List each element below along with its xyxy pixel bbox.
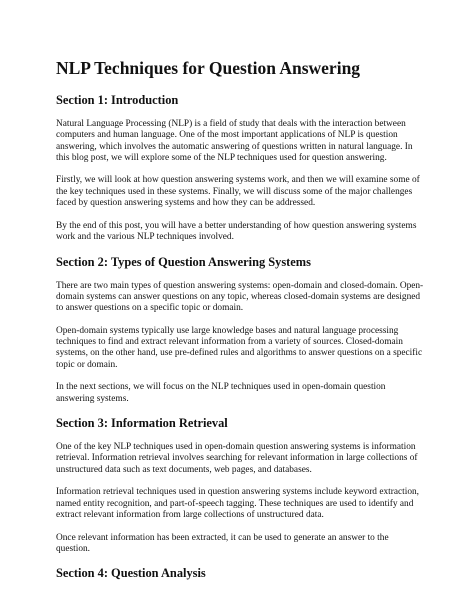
paragraph: Information retrieval techniques used in question answering systems include keyword extraction, named entity recognition, and part-of-speech tagging. These techniques are used to identify and extract relevant information from large collections of unstructured data. <box>56 487 420 520</box>
section-heading: Section 4: Question Analysis <box>56 566 206 581</box>
section-question-analysis <box>56 566 424 581</box>
paragraph: There are two main types of question answering systems: open-domain and closed-domain. Open-domain systems can answer questions on any topic, whereas closed-domain systems are designed to answer questions on a specific topic or domain. <box>56 280 424 314</box>
paragraph: Open-domain systems typically use large knowledge bases and natural language processing techniques to find and extract relevant information from a variety of sources. Closed-domain systems, on the other hand, use pre-defined rules and algorithms to answer questions on a specific topic or domain. <box>56 325 423 370</box>
document-page <box>56 58 424 592</box>
paragraph: In the next sections, we will focus on the NLP techniques used in open-domain question answering systems. <box>56 382 386 404</box>
paragraph: Natural Language Processing (NLP) is a field of study that deals with the interaction between computers and human language. One of the most important applications of NLP is question answering, which involves the automatic answering of questions written in natural language. In this blog post, we will explore some of the NLP techniques used for question answering. <box>56 119 413 163</box>
section-heading: Section 1: Introduction <box>56 93 179 107</box>
section-introduction <box>56 93 424 243</box>
document-title: NLP Techniques for Question Answering <box>56 58 361 78</box>
section-heading: Section 3: Information Retrieval <box>56 416 228 431</box>
section-types <box>56 255 424 405</box>
section-information-retrieval <box>56 416 424 555</box>
paragraph: By the end of this post, you will have a better understanding of how question answering systems work and the various NLP techniques involved. <box>56 220 417 242</box>
paragraph: Firstly, we will look at how question answering systems work, and then we will examine some of the key techniques used in these systems. Finally, we will discuss some of the major challenges faced by question answering systems and how they can be addressed. <box>56 175 420 209</box>
section-heading: Section 2: Types of Question Answering Systems <box>56 254 311 269</box>
paragraph: Once relevant information has been extracted, it can be used to generate an answer to the question. <box>56 532 389 554</box>
paragraph: One of the key NLP techniques used in open-domain question answering systems is information retrieval. Information retrieval involves searching for relevant information in large collections of unstructured data such as text documents, web pages, and databases. <box>56 442 418 475</box>
